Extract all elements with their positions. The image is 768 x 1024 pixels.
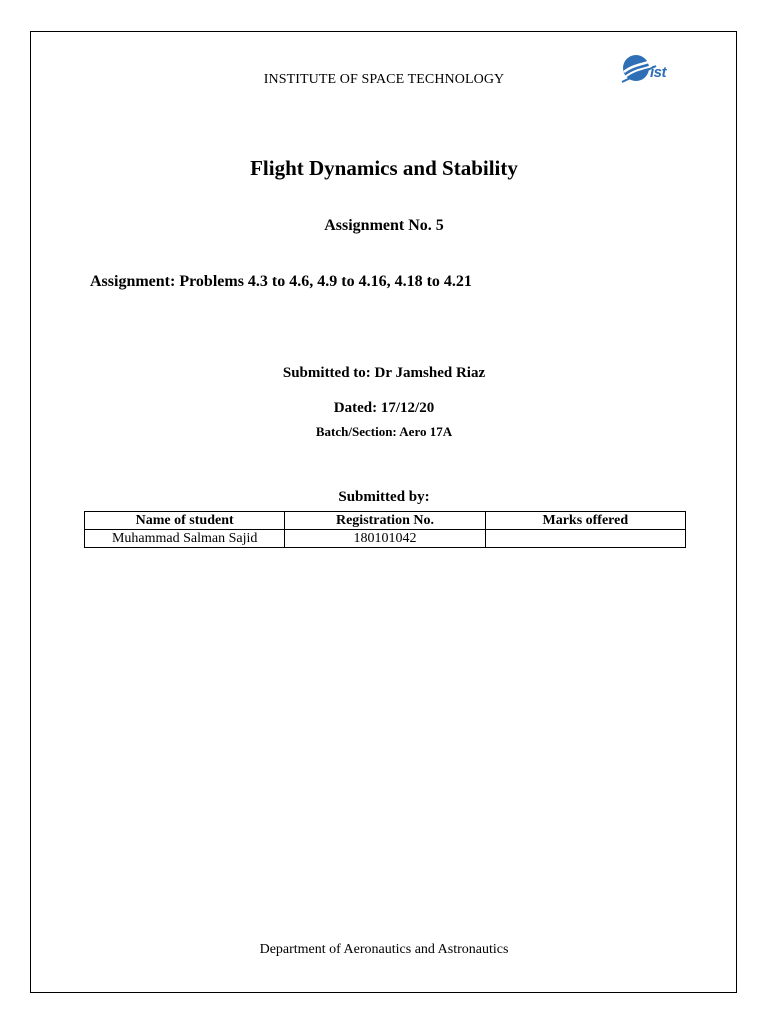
registration-number: 180101042 bbox=[285, 530, 485, 548]
table-header-row bbox=[85, 512, 686, 530]
header-marks: Marks offered bbox=[485, 512, 685, 530]
header-registration: Registration No. bbox=[285, 512, 485, 530]
ist-logo bbox=[620, 52, 682, 88]
batch-section: Batch/Section: Aero 17A bbox=[315, 424, 453, 439]
assignment-problems: Assignment: Problems 4.3 to 4.6, 4.9 to 4.16, 4.18 to 4.21 bbox=[90, 273, 472, 290]
institute-name: INSTITUTE OF SPACE TECHNOLOGY bbox=[263, 72, 505, 87]
student-name: Muhammad Salman Sajid bbox=[85, 530, 285, 548]
header-name: Name of student bbox=[85, 512, 285, 530]
submitted-by-label: Submitted by: bbox=[338, 489, 430, 505]
course-title: Flight Dynamics and Stability bbox=[250, 156, 518, 180]
submission-date: Dated: 17/12/20 bbox=[333, 400, 435, 416]
department-footer: Department of Aeronautics and Astronautics bbox=[259, 942, 509, 957]
marks-offered bbox=[485, 530, 685, 548]
student-table bbox=[84, 511, 686, 548]
assignment-number: Assignment No. 5 bbox=[324, 217, 444, 234]
logo-text: ist bbox=[650, 64, 667, 81]
submitted-to: Submitted to: Dr Jamshed Riaz bbox=[282, 365, 486, 381]
table-row bbox=[85, 530, 686, 548]
